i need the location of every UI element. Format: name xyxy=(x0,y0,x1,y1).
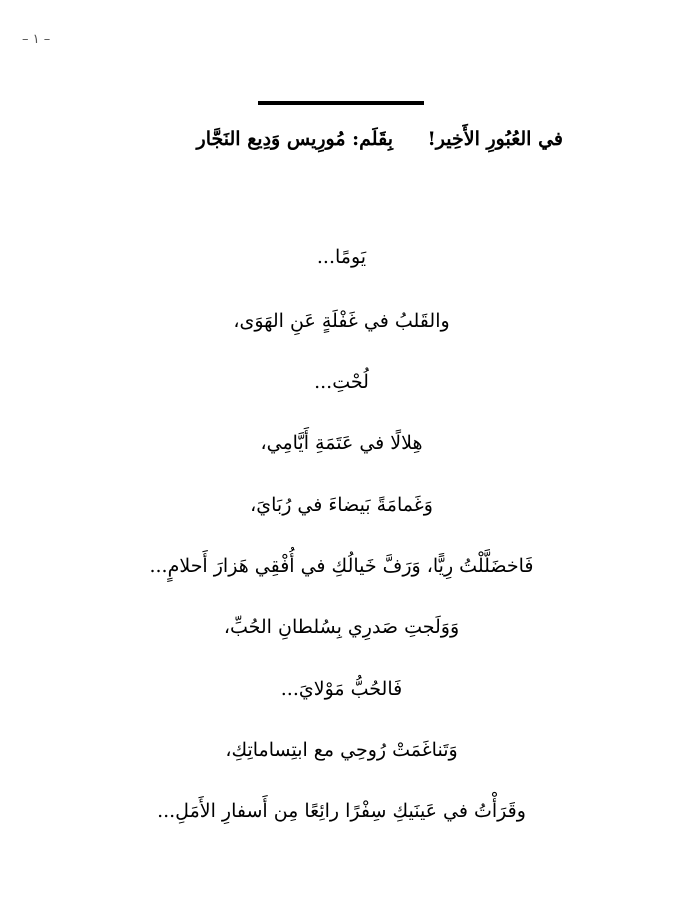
header-rule xyxy=(258,101,424,105)
poem-line: فَالحُبُّ مَوْلايَ... xyxy=(280,678,403,700)
poem-line: يَومًا... xyxy=(316,246,367,268)
poem-line: فَاخضَلَّلْتُ رِيًّا، وَرَفَّ خَيالُكِ في أُفْقِي هَزارَ أَحلامٍ... xyxy=(149,555,534,577)
document-header xyxy=(100,124,563,158)
poem-line: وَتَناغَمَتْ رُوحِي مع ابتِساماتِكِ، xyxy=(225,739,458,761)
poem-title: في العُبُورِ الأَخِير! xyxy=(427,128,563,150)
page-number: – ١ – xyxy=(22,32,51,47)
poem-line: هِلالًا في عَتَمَةِ أَيَّامِي، xyxy=(260,432,423,454)
poem-line: وَغَمامَةً بَيضاءَ في رُبَايَ، xyxy=(250,494,433,516)
poem-author: بِقَلَم: مُورِيس وَدِيع النَجَّار xyxy=(196,128,393,150)
poem-line: وَوَلَجتِ صَدرِي بِسُلطانِ الحُبِّ، xyxy=(223,616,460,638)
poem-line: وقَرَأْتُ في عَينَيكِ سِفْرًا رائِعًا مِن أَسفارِ الأَمَلِ... xyxy=(157,800,526,822)
poem-line: والقَلبُ في غَفْلَةٍ عَنِ الهَوَى، xyxy=(233,310,450,332)
poem-line: لُحْتِ... xyxy=(314,371,369,393)
